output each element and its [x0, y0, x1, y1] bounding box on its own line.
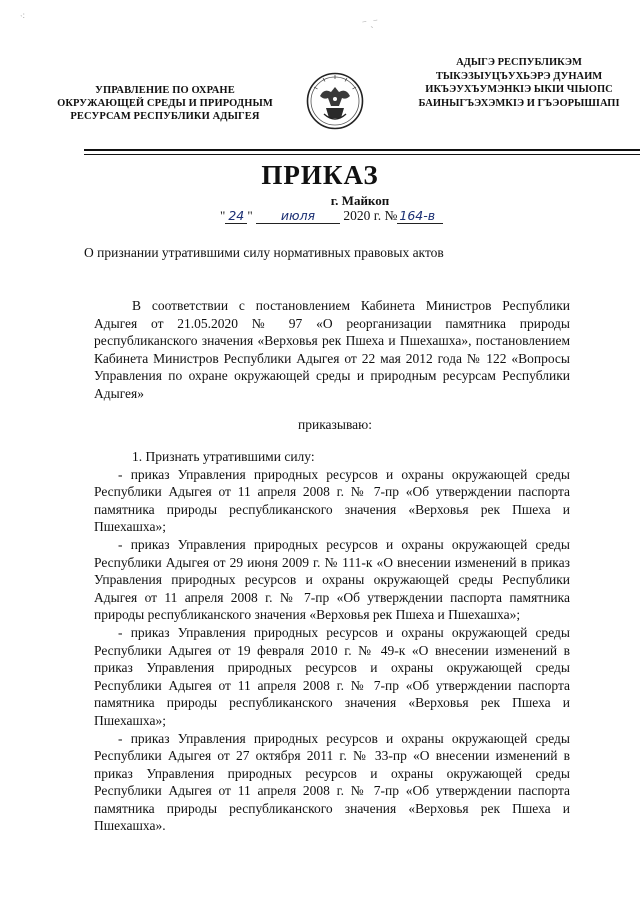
scan-mark: ˑ˸: [20, 12, 26, 22]
list-item: - приказ Управления природных ресурсов и охраны окружающей среды Республики Адыгея от 27 октября 2011 г. № 33-пр «О внесении изменений в приказ Управления природных ресурсов и охраны окружающей среды Республики Адыгея от 11 апреля 2008 г. № 7-пр «Об утверждении паспорта памятника природы республиканского значения «Верховья рек Пшеха и Пшехашха».: [94, 730, 570, 834]
agency-name-line: УПРАВЛЕНИЕ ПО ОХРАНЕ: [95, 85, 235, 96]
document-date-line: " 24 " июля 2020 г. № 164-в: [220, 207, 520, 225]
agency-name-russian: [40, 84, 290, 123]
agency-name-line: РЕСУРСАМ РЕСПУБЛИКИ АДЫГЕЯ: [70, 111, 260, 122]
repealed-acts-list: [94, 448, 570, 835]
agency-name-line: АДЫГЭ РЕСПУБЛИКЭМ: [456, 57, 582, 68]
header-divider-thick: [84, 149, 640, 151]
list-item: - приказ Управления природных ресурсов и охраны окружающей среды Республики Адыгея от 19 февраля 2010 г. № 49-к «О внесении изменений в приказ Управления природных ресурсов и охраны окружающей среды Республики Адыгея от 11 апреля 2008 г. № 7-пр «Об утверждении паспорта памятника природы республиканского значения «Верховья рек Пшеха и Пшехашха»;: [94, 624, 570, 728]
handwritten-day: 24: [225, 209, 247, 224]
agency-name-line: ОКРУЖАЮЩЕЙ СРЕДЫ И ПРИРОДНЫМ: [57, 98, 273, 109]
scan-mark: ⁻ ˏ⁻: [361, 16, 380, 31]
preamble-block: [94, 297, 570, 403]
handwritten-month: июля: [256, 209, 340, 224]
agency-name-line: БАИНЫГЪЭХЭМКIЭ И ГЪЭОРЫШIАПI: [418, 97, 620, 109]
document-city: г. Майкоп: [330, 193, 390, 208]
republic-emblem-icon: [306, 70, 364, 132]
document-year: 2020 г.: [343, 208, 382, 223]
preamble-paragraph: В соответствии с постановлением Кабинета Министров Республики Адыгея от 21.05.2020 № 97 «О реорганизации памятника природы республиканского значения «Верховья рек Пшеха и Пшехашха», постановлением Кабинета Министров Республики Адыгея от 22 мая 2012 года № 122 «Вопросы Управления по охране окружающей среды и природным ресурсам Республики Адыгея»: [94, 298, 570, 401]
document-title: ПРИКАЗ: [261, 160, 379, 190]
list-item: - приказ Управления природных ресурсов и охраны окружающей среды Республики Адыгея от 11 апреля 2008 г. № 7-пр «Об утверждении паспорта памятника природы республиканского значения «Верховья рек Пшеха и Пшехашха»;: [94, 466, 570, 535]
agency-name-adyghe: [398, 56, 640, 110]
list-item: - приказ Управления природных ресурсов и охраны окружающей среды Республики Адыгея от 29 июня 2009 г. № 111-к «О внесении изменений в приказ Управления природных ресурсов и охраны окружающей среды Республики Адыгея от 11 апреля 2008 г. № 7-пр «Об утверждении паспорта памятника природы республиканского значения «Верховья рек Пшеха и Пшехашха»;: [94, 536, 570, 623]
number-sign: №: [384, 208, 398, 223]
order-word: приказываю:: [298, 417, 372, 432]
handwritten-order-number: 164-в: [397, 209, 443, 224]
document-subject: О признании утратившими силу нормативных правовых актов: [84, 245, 444, 260]
header-divider-thin: [84, 154, 640, 155]
agency-name-line: ТЫКЭЗЫУЦЪУХЬЭРЭ ДУНАИМ: [435, 70, 603, 82]
agency-name-line: ИКЪЭУХЪУМЭНКIЭ ЫКIИ ЧIЫОПС: [425, 84, 613, 95]
list-heading: 1. Признать утратившими силу:: [132, 449, 315, 464]
